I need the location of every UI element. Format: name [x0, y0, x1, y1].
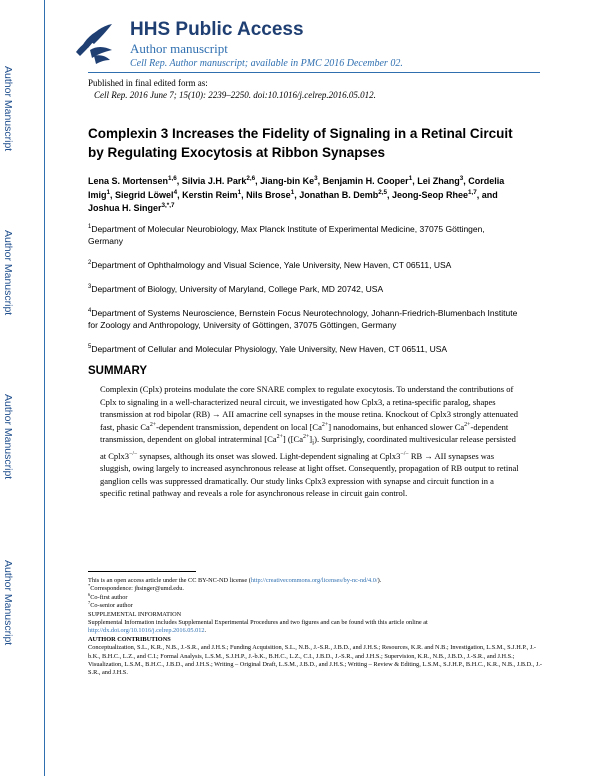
contributions-text: Conceptualization, S.L., K.R., N.B., J.-S.R., and J.H.S.; Funding Acquisition, S.L., N.B., J.-S.R., J.B.D., and J.H.S.; Resources, K.R. and N.B.; Investigation, L.S.M., S.J.H.P., J.-b.K., B.H.C., L.Z., and C.I.; Formal Analysis, L.S.M., S.J.H.P., J.-b.K., B.H.C., L.Z., C.I., J.B.D., J.-S.R., and J.H.S.; Supervision, K.R., N.B., J.B.D., J.-S.R., and J.H.S.; Visualization, L.S.M., B.H.C., J.B.D., and J.H.S.; Writing – Original Draft, L.S.M., J.B.D., and J.H.S.; Writing – Review & Editing, L.S.M., S.J.H.P., B.H.C., K.R., N.B., J.B.D., J.-S.R., and J.H.S. [88, 644, 543, 677]
header-divider [88, 72, 540, 73]
license-link[interactable]: http://creativecommons.org/licenses/by-nc-nd/4.0/ [250, 577, 378, 584]
author-list: Lena S. Mortensen$^{1,6}$, Silvia J.H. Park$^{2,6}$, Jiang-bin Ke$^3$, Benjamin H. Cooper$^1$, Lei Zhang$^3$, Cordelia Imig$^1$, Siegrid Löwel$^4$, Kerstin Reim$^1$, Nils Brose$^1$, Jonathan B. Demb$^{2,5}$, Jeong-Seop Rhee$^{1,7}$, and Joshua H. Singer$^{3,*,7}$ [88, 175, 505, 213]
sidebar-label: Author Manuscript [2, 66, 14, 152]
publication-info [88, 77, 376, 101]
co-senior-note: $^7$Co-senior author [88, 600, 133, 610]
author: Jeong-Seop Rhee$^{1,7}$ [392, 188, 477, 200]
footnote-divider [88, 571, 196, 572]
author: Lei Zhang$^3$ [417, 175, 464, 186]
affiliation: $^3$Department of Biology, University of Maryland, College Park, MD 20742, USA [88, 284, 384, 294]
co-first-note: $^6$Co-first author [88, 591, 128, 601]
affiliation: $^2$Department of Ophthalmology and Visual Science, Yale University, New Haven, CT 06511, USA [88, 260, 452, 270]
author-manuscript-sidebar [0, 0, 45, 776]
contributions-heading: AUTHOR CONTRIBUTIONS [88, 635, 171, 643]
author: Siegrid Löwel$^4$ [115, 188, 178, 200]
author: Nils Brose$^1$ [246, 188, 295, 200]
footnotes [88, 577, 543, 678]
affiliation: $^5$Department of Cellular and Molecular Physiology, Yale University, New Haven, CT 06511, USA [88, 344, 448, 354]
journal-availability: Cell Rep. Author manuscript; available in PMC 2016 December 02. [130, 58, 403, 69]
summary-heading: SUMMARY [88, 365, 147, 377]
license-note: This is an open access article under the CC BY-NC-ND license (http://creativecommons.org/licenses/by-nc-nd/4.0/). [88, 577, 382, 584]
doi-link[interactable]: http://dx.doi.org/10.1016/j.celrep.2016.05.012 [88, 627, 205, 635]
author: Kerstin Reim$^1$ [182, 188, 242, 200]
supplemental-heading: SUPPLEMENTAL INFORMATION [88, 610, 182, 618]
author-manuscript-label: Author manuscript [130, 41, 228, 56]
affiliations [88, 223, 518, 367]
affiliation: $^1$Department of Molecular Neurobiology, Max Planck Institute of Experimental Medicine, 37075 Göttingen, Germany [88, 224, 485, 246]
citation: Cell Rep. 2016 June 7; 15(10): 2239–2250. doi:10.1016/j.celrep.2016.05.012. [94, 90, 376, 100]
sidebar-label: Author Manuscript [2, 560, 14, 646]
author: Jonathan B. Demb$^{2,5}$ [299, 188, 387, 200]
published-in-label: Published in final edited form as: [88, 78, 208, 88]
summary-text: Complexin (Cplx) proteins modulate the core SNARE complex to regulate exocytosis. To understand the contributions of Cplx to signaling in a well-characterized neural circuit, we investigated how Cplx3, a retina-specific paralog, shapes transmission at rod bipolar (RB) → AII amacrine cell synapses in the mouse retina. Knockout of Cplx3 strongly attenuated fast, phasic $Ca^{2+}$-dependent transmission, dependent on local $[Ca^{2+}]$ nanodomains, but enhanced slower $Ca^{2+}$-dependent transmission, dependent on global intraterminal $[Ca^{2+}]$ $([Ca^{2+}]_i)$. Surprisingly, coordinated multivesicular release persisted at Cplx3−/− synapses, although its onset was slowed. Light-dependent signaling at Cplx3−/− RB → AII synapses was sluggish, owing largely to increased asynchronous release at light offset. Consequently, propagation of RB output to retinal ganglion cells was suppressed dramatically. Our study links Cplx3 expression with synapse and circuit function in a specific retinal pathway and reveals a role for asynchronous release in circuit gain control. [100, 384, 519, 499]
paper-title: Complexin 3 Increases the Fidelity of Signaling in a Retinal Circuit by Regulating Exocytosis at Ribbon Synapses [88, 126, 513, 160]
author: Lena S. Mortensen$^{1,6}$ [88, 175, 177, 186]
author: Silvia J.H. Park$^{2,6}$ [181, 175, 256, 186]
author: Benjamin H. Cooper$^1$ [322, 175, 413, 186]
sidebar-label: Author Manuscript [2, 230, 14, 316]
author: Joshua H. Singer$^{3,*,7}$ [88, 202, 175, 213]
affiliation: $^4$Department of Systems Neuroscience, Bernstein Focus Neurotechnology, Johann-Friedrich-Blumenbach Institute for Zoology and Anthropology, University of Göttingen, 37075 Göttingen, Germany [88, 308, 518, 330]
supplemental-text: Supplemental Information includes Supplemental Experimental Procedures and two figures and can be found with this article online at http://dx.doi.org/10.1016/j.celrep.2016.05.012. [88, 619, 428, 635]
hhs-title: HHS Public Access [130, 19, 304, 40]
author: Jiang-bin Ke$^3$ [260, 175, 318, 186]
correspondence-note: *Correspondence: jhsinger@umd.edu. [88, 583, 184, 593]
author: Cordelia Imig$^1$ [88, 176, 505, 200]
hhs-eagle-logo-icon [72, 20, 118, 66]
sidebar-label: Author Manuscript [2, 394, 14, 480]
